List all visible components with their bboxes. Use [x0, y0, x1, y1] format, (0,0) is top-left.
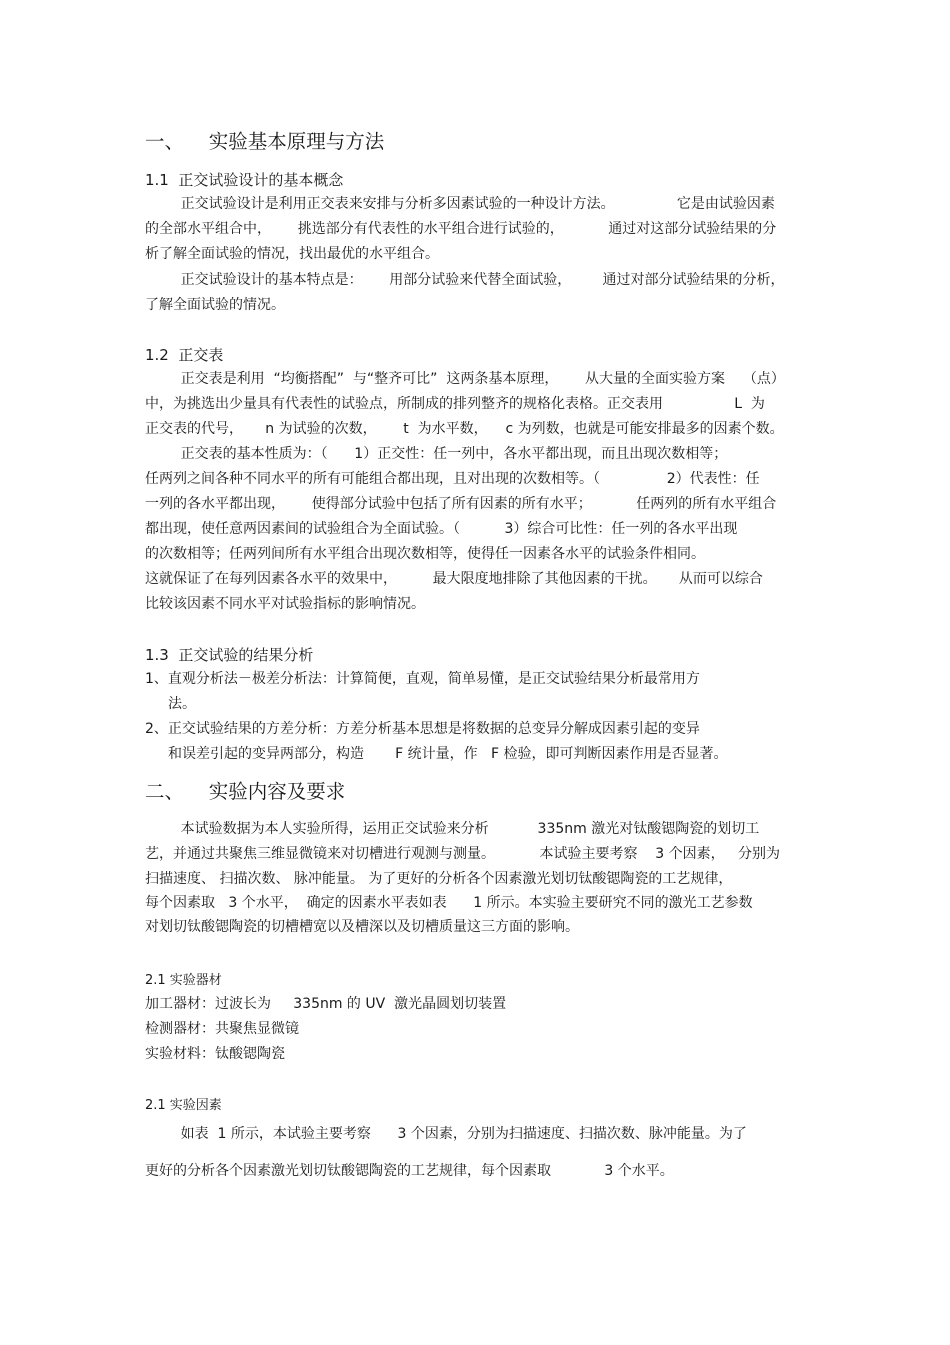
equipment-line: 检测器材：共聚焦显微镜: [145, 1021, 299, 1037]
paragraph-line: 一列的各水平都出现， 使得部分试验中包括了所有因素的所有水平； 任两列的所有水平组合: [145, 496, 777, 512]
equipment-line: 加工器材：过波长为 335nm 的 UV 激光晶圆划切装置: [145, 996, 507, 1012]
paragraph-line: 析了解全面试验的情况，找出最优的水平组合。: [145, 246, 439, 262]
list-item-line: 2、正交试验结果的方差分析：方差分析基本思想是将数据的总变异分解成因素引起的变异: [145, 721, 700, 737]
paragraph-line: 如表 1 所示，本试验主要考察 3 个因素，分别为扫描速度、扫描次数、脉冲能量。为了: [145, 1126, 747, 1142]
paragraph-line: 艺，并通过共聚焦三维显微镜来对切槽进行观测与测量。 本试验主要考察 3 个因素， 分别为: [145, 846, 781, 862]
paragraph-line: 中，为挑选出少量具有代表性的试验点，所制成的排列整齐的规格化表格。正交表用 L 为: [145, 396, 765, 412]
equipment-line: 实验材料：钛酸锶陶瓷: [145, 1046, 285, 1062]
paragraph-line: 正交表的基本性质为：（ 1）正交性：任一列中，各水平都出现，而且出现次数相等；: [145, 446, 728, 462]
paragraph-line: 任两列之间各种不同水平的所有可能组合都出现，且对出现的次数相等。（ 2）代表性：任: [145, 471, 760, 487]
paragraph-line: 比较该因素不同水平对试验指标的影响情况。: [145, 596, 425, 612]
paragraph-line: 正交试验设计是利用正交表来安排与分析多因素试验的一种设计方法。 它是由试验因素: [145, 196, 775, 212]
subsection-1-3-heading: 1.3 正交试验的结果分析: [145, 646, 314, 664]
paragraph-line: 正交试验设计的基本特点是： 用部分试验来代替全面试验， 通过对部分试验结果的分析，: [145, 272, 785, 288]
list-item-line: 1、直观分析法－极差分析法：计算简便，直观，简单易懂，是正交试验结果分析最常用方: [145, 671, 700, 687]
paragraph-line: 都出现，使任意两因素间的试验组合为全面试验。（ 3）综合可比性：任一列的各水平出现: [145, 521, 738, 537]
subsection-1-1-heading: 1.1 正交试验设计的基本概念: [145, 171, 344, 189]
list-item-line: 和误差引起的变异两部分，构造 F 统计量，作 F 检验，即可判断因素作用是否显著。: [168, 746, 728, 762]
paragraph-line: 正交表是利用 “均衡搭配” 与“整齐可比” 这两条基本原理， 从大量的全面实验方案 （点）: [145, 371, 785, 387]
paragraph-line: 的次数相等；任两列间所有水平组合出现次数相等，使得任一因素各水平的试验条件相同。: [145, 546, 705, 562]
paragraph-line: 本试验数据为本人实验所得，运用正交试验来分析 335nm 激光对钛酸锶陶瓷的划切工: [145, 821, 760, 837]
section-2-heading: 二、 实验内容及要求: [145, 780, 346, 803]
paragraph-line: 更好的分析各个因素激光划切钛酸锶陶瓷的工艺规律，每个因素取 3 个水平。: [145, 1163, 674, 1179]
paragraph-line: 了解全面试验的情况。: [145, 297, 285, 313]
section-1-heading: 一、 实验基本原理与方法: [145, 130, 385, 153]
paragraph-line: 对划切钛酸锶陶瓷的切槽槽宽以及槽深以及切槽质量这三方面的影响。: [145, 919, 579, 935]
subsection-2-1-equipment-heading: 2.1 实验器材: [145, 973, 222, 988]
subsection-1-2-heading: 1.2 正交表: [145, 346, 224, 364]
subsection-2-1-factors-heading: 2.1 实验因素: [145, 1098, 222, 1113]
paragraph-line: 这就保证了在每列因素各水平的效果中， 最大限度地排除了其他因素的干扰。 从而可以综合: [145, 571, 763, 587]
list-item-line: 法。: [168, 696, 196, 712]
paragraph-line: 扫描速度、 扫描次数、 脉冲能量。 为了更好的分析各个因素激光划切钛酸锶陶瓷的工艺规律，: [145, 871, 733, 887]
paragraph-line: 正交表的代号， n 为试验的次数， t 为水平数， c 为列数，也就是可能安排最多的因素个数。: [145, 421, 784, 437]
paragraph-line: 的全部水平组合中， 挑选部分有代表性的水平组合进行试验的， 通过对这部分试验结果的分: [145, 221, 777, 237]
paragraph-line: 每个因素取 3 个水平， 确定的因素水平表如表 1 所示。本实验主要研究不同的激光工艺参数: [145, 895, 753, 911]
